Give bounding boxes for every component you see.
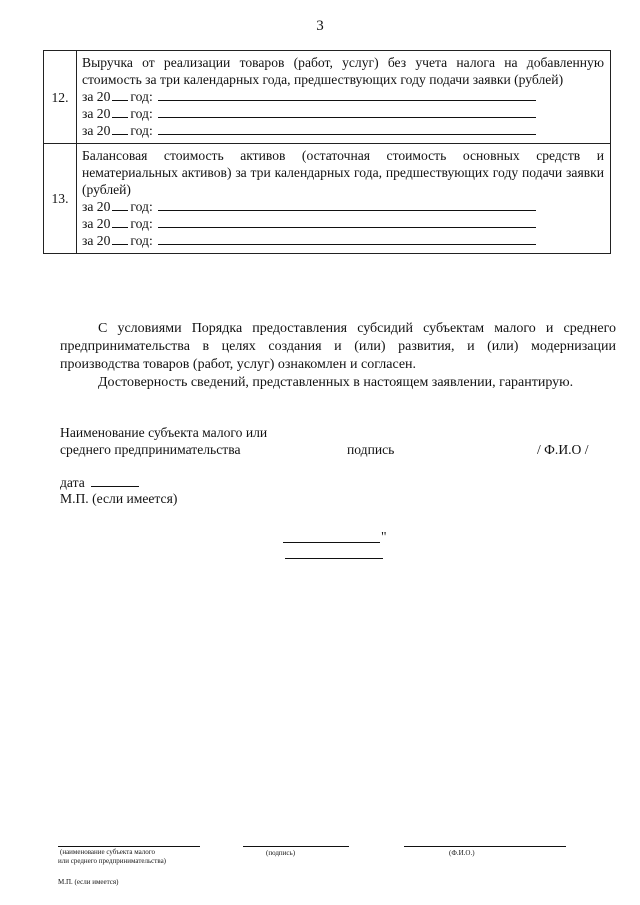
table-row (44, 51, 611, 144)
footer-sign-line (243, 846, 349, 847)
entity-name-label-1: Наименование субъекта малого или (60, 425, 268, 440)
center-line-1 (283, 542, 380, 543)
table-row (44, 144, 611, 254)
amount-blank[interactable] (158, 88, 536, 101)
agreement-paragraph: С условиями Порядка предоставления субсидий субъектам малого и среднего предпринимательства в целях создания и (или) развития, и (или) модернизации производства товаров (работ, услуг) ознакомлен и согласен. (60, 321, 616, 372)
row-number: 12. (44, 51, 77, 144)
amount-blank[interactable] (158, 105, 536, 118)
footer-fio-label: (Ф.И.О.) (449, 849, 475, 857)
fio-label: / Ф.И.О / (537, 442, 589, 457)
date-label: дата (60, 475, 85, 490)
year-entry-line: за 20 год: (82, 198, 604, 215)
application-table (43, 50, 611, 254)
amount-blank[interactable] (158, 232, 536, 245)
row-number: 13. (44, 144, 77, 254)
entity-name-label-2: среднего предпринимательства (60, 442, 241, 457)
row-description: Балансовая стоимость активов (остаточная стоимость основных средств и нематериальных активов) за три календарных года, предшествующих году подачи заявки (рублей) (82, 148, 604, 197)
year-blank[interactable] (112, 215, 128, 228)
footer-entity-line (58, 846, 200, 847)
page-number: 3 (316, 18, 324, 34)
row-body (77, 144, 611, 254)
amount-blank[interactable] (158, 215, 536, 228)
footer-entity-label-1: (наименование субъекта малого (60, 848, 155, 856)
footer-fio-line (404, 846, 566, 847)
year-entry-line: за 20 год: (82, 105, 604, 122)
year-entry-line: за 20 год: (82, 122, 604, 139)
footer-stamp-label: М.П. (если имеется) (58, 878, 119, 886)
year-blank[interactable] (112, 232, 128, 245)
year-blank[interactable] (112, 122, 128, 135)
year-entry-line: за 20 год: (82, 88, 604, 105)
footer-entity-label-2: или среднего предпринимательства) (58, 857, 167, 865)
stamp-label: М.П. (если имеется) (60, 491, 178, 506)
year-blank[interactable] (112, 105, 128, 118)
row-description: Выручка от реализации товаров (работ, услуг) без учета налога на добавленную стоимость за три календарных года, предшествующих году подачи заявки (рублей) (82, 55, 604, 87)
footer-sign-label: (подпись) (266, 849, 296, 857)
date-blank[interactable] (91, 474, 139, 487)
amount-blank[interactable] (158, 122, 536, 135)
row-body (77, 51, 611, 144)
signature-label: подпись (347, 442, 395, 457)
amount-blank[interactable] (158, 198, 536, 211)
date-field (60, 474, 139, 491)
year-blank[interactable] (112, 88, 128, 101)
quote-mark: " (381, 529, 387, 544)
center-line-2 (285, 558, 383, 559)
year-entry-line: за 20 год: (82, 215, 604, 232)
year-blank[interactable] (112, 198, 128, 211)
guarantee-paragraph: Достоверность сведений, представленных в настоящем заявлении, гарантирую. (98, 375, 574, 390)
year-entry-line: за 20 год: (82, 232, 604, 249)
